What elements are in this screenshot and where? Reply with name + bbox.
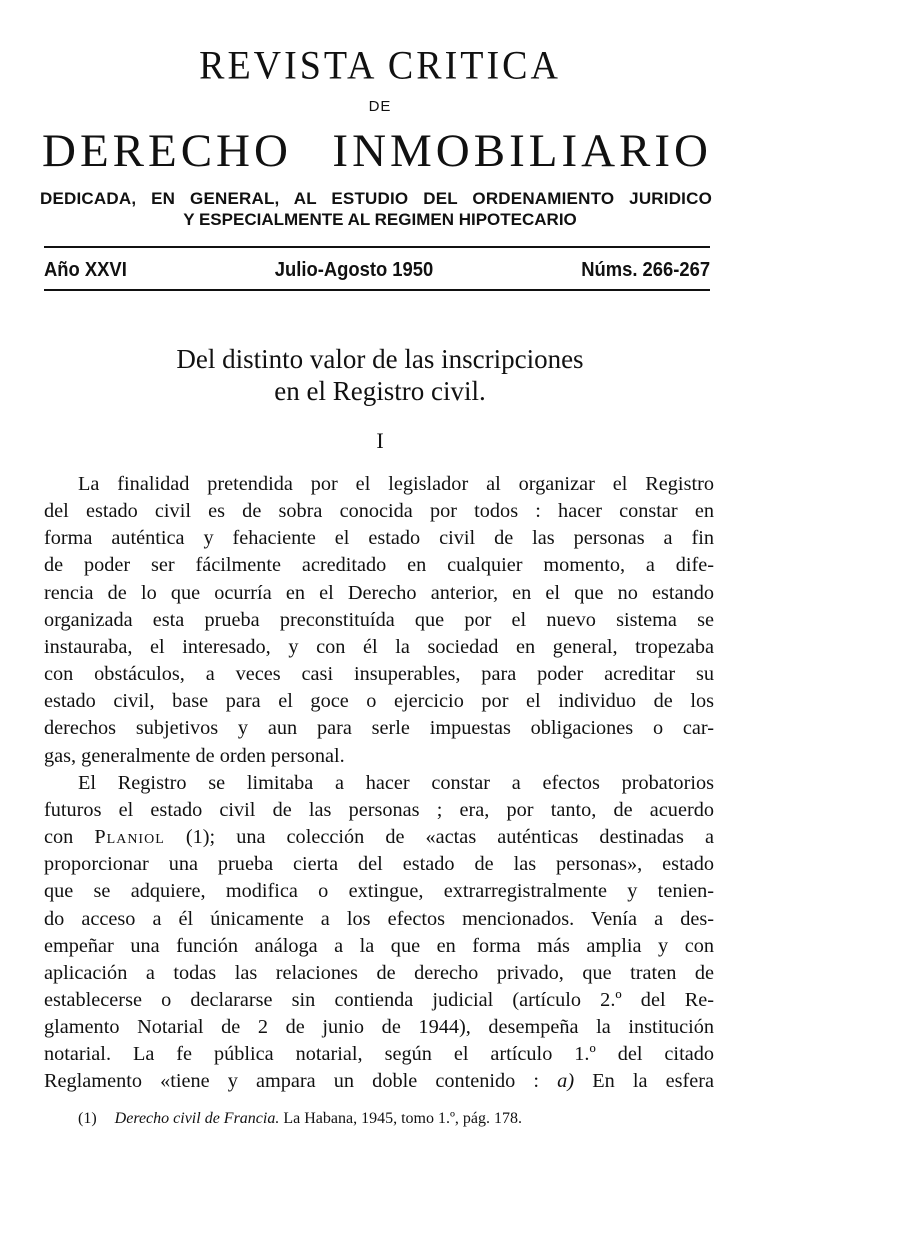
issue-year: Año XXVI — [44, 259, 127, 281]
text-line: La finalidad pretendida por el legislador al organizar el Registro — [78, 473, 714, 495]
text-line: rencia de lo que ocurría en el Derecho anterior, en el que no estando — [44, 581, 714, 604]
text-line-with-reference — [44, 824, 714, 851]
journal-title-main: DERECHO INMOBILIARIO — [42, 125, 712, 177]
text-line: forma auténtica y fehaciente el estado civil de las personas a fin — [44, 527, 714, 550]
footnote-title: Derecho civil de Francia. — [114, 1110, 280, 1127]
author-reference: Planiol — [94, 826, 165, 849]
final-prefix: Reglamento «tiene y ampara un doble contenido : — [44, 1070, 540, 1093]
top-rule-divider — [44, 246, 710, 248]
text-line: instauraba, el interesado, y con él la sociedad en general, tropezaba — [44, 635, 714, 658]
text-line: gas, generalmente de orden personal. — [44, 744, 345, 767]
text-line: de poder ser fácilmente acreditado en cualquier momento, a dife- — [44, 554, 714, 577]
issue-date: Julio-Agosto 1950 — [274, 259, 434, 281]
text-line: notarial. La fe pública notarial, según el artículo 1.º del citado — [44, 1043, 714, 1066]
journal-subtitle-line2: Y ESPECIALMENTE AL REGIMEN HIPOTECARIO — [183, 210, 577, 229]
text-line: empeñar una función análoga a la que en forma más amplia y con — [44, 934, 714, 957]
ref-suffix: (1); una colección de «actas auténticas destinadas a — [185, 826, 714, 849]
paragraph-1 — [44, 471, 714, 770]
journal-subtitle-line1: DEDICADA, EN GENERAL, AL ESTUDIO DEL ORDENAMIENTO JURIDICO — [40, 189, 712, 208]
text-line: El Registro se limitaba a hacer constar a efectos probatorios — [78, 771, 714, 794]
issue-info-bar — [44, 259, 710, 282]
text-line: glamento Notarial de 2 de junio de 1944), desempeña la institución — [44, 1016, 714, 1039]
final-suffix: En la esfera — [592, 1070, 714, 1093]
text-line: proporcionar una prueba cierta del estado de las personas», estado — [44, 853, 714, 876]
footnote — [78, 1110, 522, 1128]
text-line: del estado civil es de sobra conocida por todos : hacer constar en — [44, 500, 714, 523]
text-line: con obstáculos, a veces casi insuperables, para poder acreditar su — [44, 663, 714, 686]
article-title — [0, 343, 760, 407]
section-number: I — [376, 428, 384, 453]
bottom-rule-divider — [44, 289, 710, 291]
text-line: establecerse o declararse sin contienda judicial (artículo 2.º del Re- — [44, 988, 714, 1011]
issue-numbers: Núms. 266-267 — [581, 259, 711, 281]
text-line: futuros el estado civil de las personas ; era, por tanto, de acuerdo — [44, 798, 714, 821]
article-title-line1: Del distinto valor de las inscripciones — [176, 344, 584, 374]
journal-title-line1: REVISTA CRITICA — [199, 43, 561, 89]
article-title-line2: en el Registro civil. — [274, 376, 486, 406]
text-line-final — [44, 1068, 714, 1095]
text-line: organizada esta prueba preconstituída que por el nuevo sistema se — [44, 608, 714, 631]
text-line: derechos subjetivos y aun para serle impuestas obligaciones o car- — [44, 717, 714, 740]
paragraph-2 — [44, 770, 714, 1096]
text-line: aplicación a todas las relaciones de derecho privado, que traten de — [44, 961, 714, 984]
ref-prefix: con — [44, 826, 74, 849]
final-italic-marker: a) — [557, 1070, 575, 1093]
text-line: que se adquiere, modifica o extingue, extrarregistralmente y tenien- — [44, 880, 714, 903]
footnote-number: (1) — [78, 1110, 97, 1127]
text-line: estado civil, base para el goce o ejercicio por el individuo de los — [44, 690, 714, 713]
article-body — [44, 471, 714, 1096]
text-line: do acceso a él únicamente a los efectos mencionados. Venía a des- — [44, 907, 714, 930]
journal-title-de: DE — [368, 98, 392, 115]
footnote-details: La Habana, 1945, tomo 1.º, pág. 178. — [283, 1110, 523, 1127]
